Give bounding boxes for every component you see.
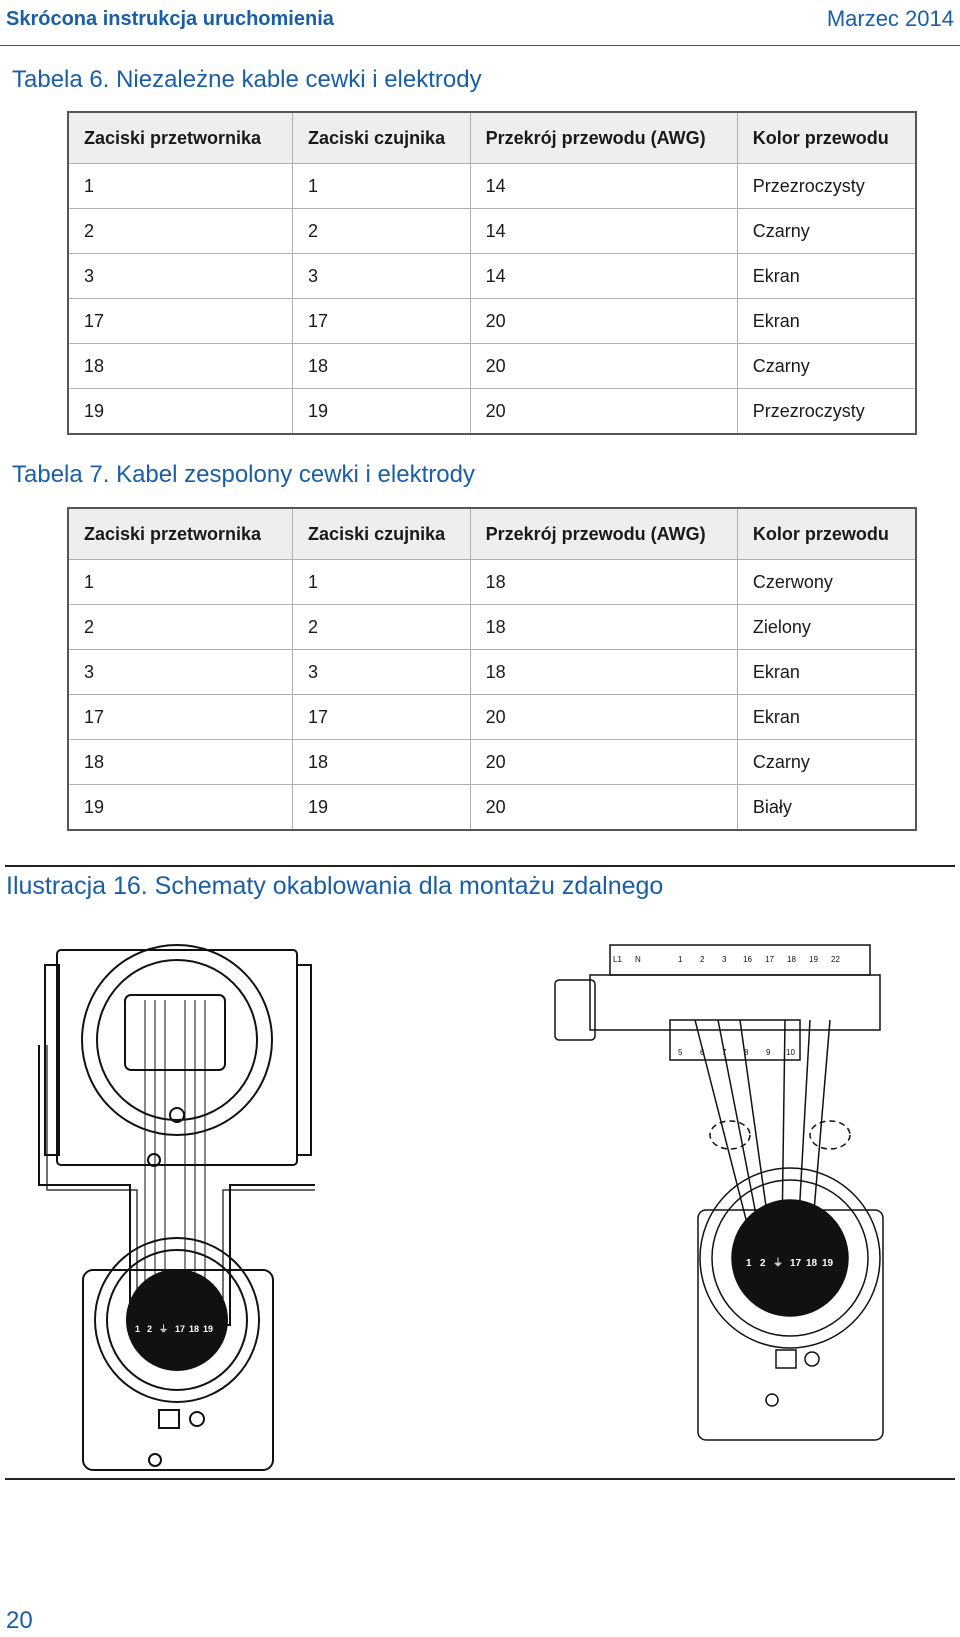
left-wiring-diagram (25, 940, 315, 1475)
table-cell: 19 (68, 389, 293, 435)
table-row (68, 560, 916, 605)
terminal-label: 9 (766, 1048, 771, 1057)
table-cell: 18 (470, 605, 737, 650)
sensor-terminal-label: 17 (175, 1324, 186, 1334)
table-cell: 2 (293, 209, 471, 254)
table-cell: 20 (470, 785, 737, 831)
document-title: Skrócona instrukcja uruchomienia (6, 8, 334, 30)
terminal-label: 6 (700, 1048, 705, 1057)
table-cell: Ekran (737, 299, 916, 344)
column-header: Kolor przewodu (737, 508, 916, 560)
header-divider (0, 45, 960, 46)
column-header: Zaciski przetwornika (68, 112, 293, 164)
table-row (68, 254, 916, 299)
table-row (68, 389, 916, 435)
table-cell: 17 (293, 695, 471, 740)
table-cell: Przezroczysty (737, 389, 916, 435)
table-header-row (68, 112, 916, 164)
table-cell: Biały (737, 785, 916, 831)
table-cell: Zielony (737, 605, 916, 650)
table-cell: 14 (470, 254, 737, 299)
table-cell: 20 (470, 299, 737, 344)
table-cell: 17 (68, 695, 293, 740)
table-cell: 14 (470, 209, 737, 254)
table-row (68, 695, 916, 740)
table-cell: 18 (68, 740, 293, 785)
table-cell: Czarny (737, 209, 916, 254)
right-wiring-diagram (550, 940, 900, 1460)
table-cell: Czarny (737, 740, 916, 785)
table-cell: 3 (68, 254, 293, 299)
table6-wiring (67, 111, 917, 435)
sensor-terminal-label: 19 (203, 1324, 214, 1334)
table-cell: 20 (470, 389, 737, 435)
table-cell: Ekran (737, 650, 916, 695)
table-cell: 20 (470, 344, 737, 389)
table-cell: 1 (293, 164, 471, 209)
table-cell: 2 (68, 209, 293, 254)
terminal-label: L1 (613, 955, 622, 964)
terminal-label: 18 (787, 955, 796, 964)
sensor-terminal-label: 1 (746, 1258, 752, 1269)
table-row (68, 605, 916, 650)
table-cell: 19 (293, 389, 471, 435)
figure-divider-top (5, 865, 955, 867)
sensor-terminal-label: 18 (806, 1258, 818, 1269)
table-row (68, 740, 916, 785)
sensor-terminal-label: 2 (147, 1324, 153, 1334)
table-header-row (68, 508, 916, 560)
table-cell: 20 (470, 740, 737, 785)
terminal-label: 17 (765, 955, 774, 964)
column-header: Przekrój przewodu (AWG) (470, 508, 737, 560)
sensor-terminal-label: 18 (189, 1324, 200, 1334)
table-row (68, 344, 916, 389)
table-cell: Ekran (737, 695, 916, 740)
terminal-label: 16 (743, 955, 752, 964)
table-cell: 2 (68, 605, 293, 650)
table-row (68, 164, 916, 209)
table-cell: 3 (293, 650, 471, 695)
document-date: Marzec 2014 (826, 6, 954, 31)
table-row (68, 299, 916, 344)
column-header: Zaciski czujnika (293, 112, 471, 164)
table-cell: 3 (293, 254, 471, 299)
terminal-label: 5 (678, 1048, 683, 1057)
figure-divider-bottom (5, 1478, 955, 1480)
ground-terminal-label: ⏚ (773, 1258, 783, 1269)
page-number: 20 (6, 1607, 33, 1634)
table-cell: 1 (68, 164, 293, 209)
terminal-label: 19 (809, 955, 818, 964)
table-cell: 1 (68, 560, 293, 605)
table-cell: Czarny (737, 344, 916, 389)
table-cell: 3 (68, 650, 293, 695)
terminal-label: 7 (722, 1048, 727, 1057)
column-header: Zaciski czujnika (293, 508, 471, 560)
table-cell: 19 (293, 785, 471, 831)
table-cell: 18 (68, 344, 293, 389)
sensor-terminal-label: 19 (822, 1258, 834, 1269)
table-cell: 18 (293, 740, 471, 785)
terminal-label: 2 (700, 955, 705, 964)
table-cell: Ekran (737, 254, 916, 299)
table7-caption: Tabela 7. Kabel zespolony cewki i elektrody (12, 461, 475, 488)
table-cell: 18 (470, 560, 737, 605)
ground-terminal-label: ⏚ (159, 1324, 169, 1334)
table-cell: 19 (68, 785, 293, 831)
table6-caption: Tabela 6. Niezależne kable cewki i elektrody (12, 66, 482, 93)
terminal-label: N (635, 955, 641, 964)
column-header: Przekrój przewodu (AWG) (470, 112, 737, 164)
terminal-label: 8 (744, 1048, 749, 1057)
table-cell: 2 (293, 605, 471, 650)
table-row (68, 785, 916, 831)
table-cell: 1 (293, 560, 471, 605)
page-header (0, 0, 960, 46)
table-cell: 20 (470, 695, 737, 740)
table-cell: Czerwony (737, 560, 916, 605)
table-cell: 17 (293, 299, 471, 344)
table-cell: 17 (68, 299, 293, 344)
sensor-terminal-label: 17 (790, 1258, 802, 1269)
terminal-label: 22 (831, 955, 840, 964)
terminal-label: 3 (722, 955, 727, 964)
sensor-terminal-label: 2 (760, 1258, 766, 1269)
sensor-terminal-label: 1 (135, 1324, 141, 1334)
table-cell: 18 (470, 650, 737, 695)
terminal-label: 1 (678, 955, 683, 964)
table-cell: Przezroczysty (737, 164, 916, 209)
column-header: Zaciski przetwornika (68, 508, 293, 560)
column-header: Kolor przewodu (737, 112, 916, 164)
table-row (68, 209, 916, 254)
table-cell: 14 (470, 164, 737, 209)
table-row (68, 650, 916, 695)
terminal-label: 10 (786, 1048, 795, 1057)
table-cell: 18 (293, 344, 471, 389)
table7-wiring (67, 507, 917, 831)
figure-title: Ilustracja 16. Schematy okablowania dla montażu zdalnego (6, 872, 664, 900)
